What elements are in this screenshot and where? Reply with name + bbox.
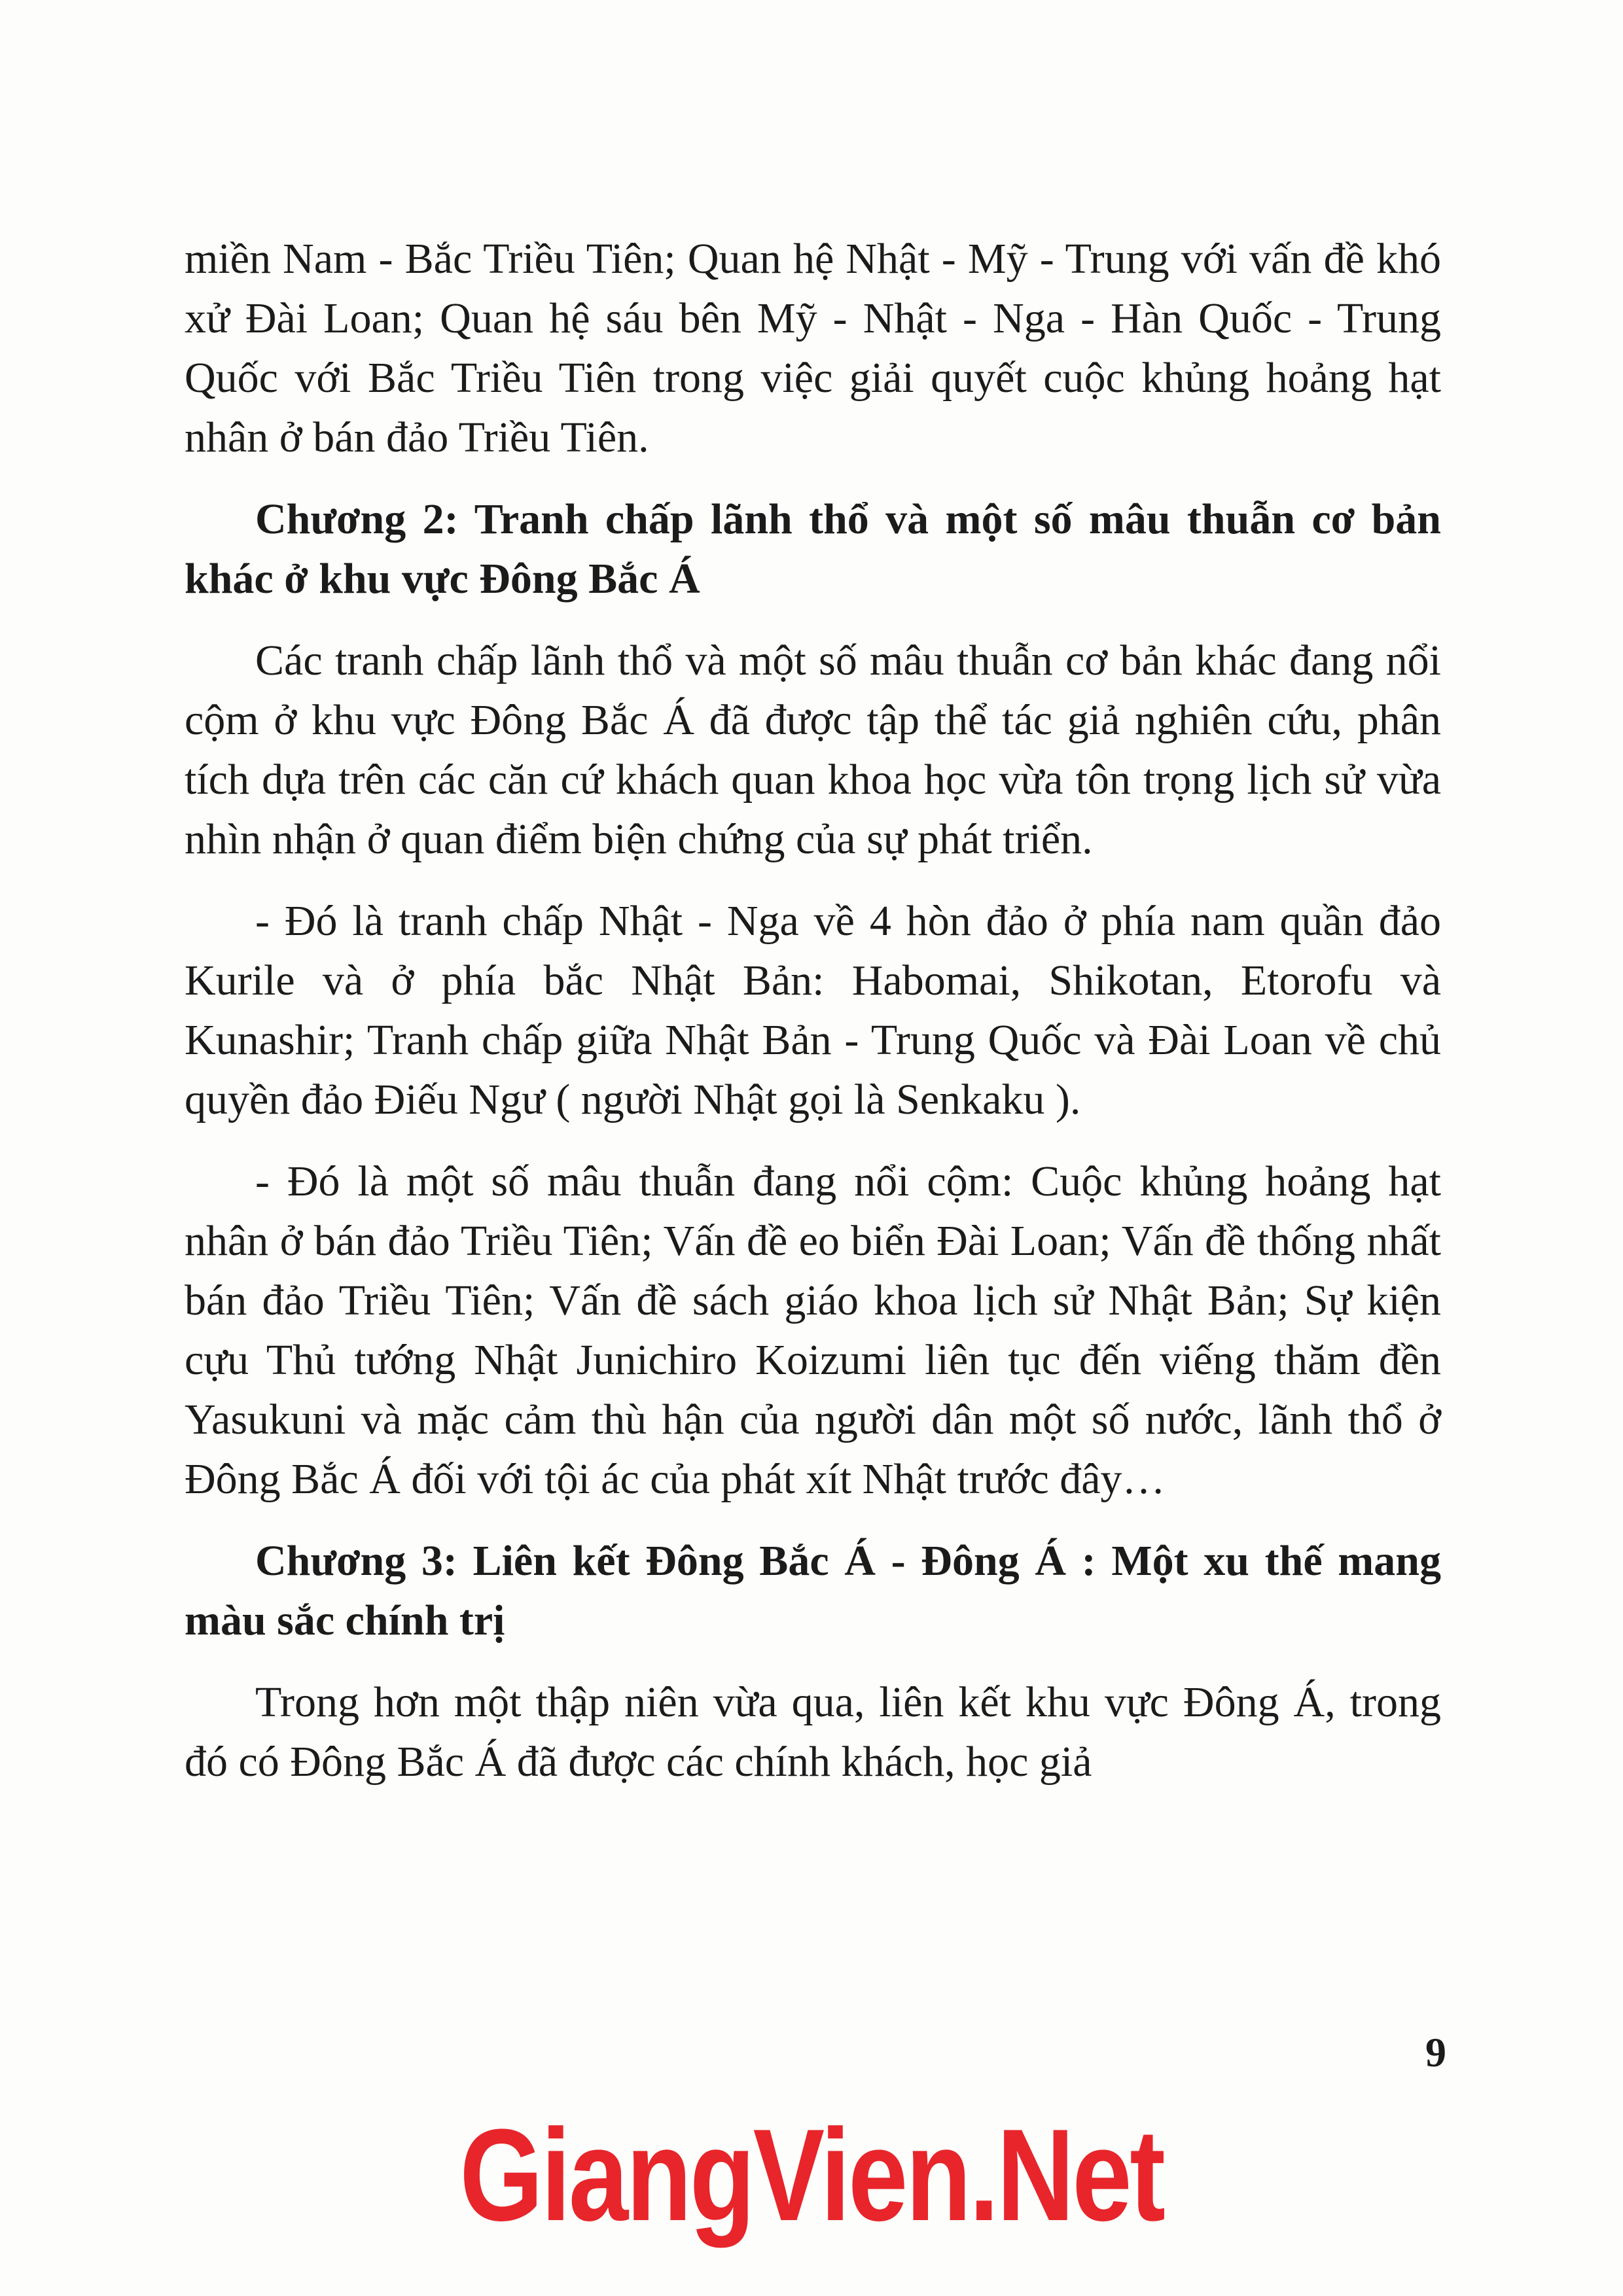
page-number: 9 [1425,2029,1446,2075]
watermark-logo: GiangVien.Net [459,2102,1164,2248]
chapter-2-heading: Chương 2: Tranh chấp lãnh thổ và một số mâu thuẫn cơ bản khác ở khu vực Đông Bắc Á [185,495,1441,603]
paragraph-contradictions: - Đó là một số mâu thuẫn đang nổi cộm: Cuộc khủng hoảng hạt nhân ở bán đảo Triều Tiên; Vấn đề eo biển Đài Loan; Vấn đề thống nhất bán đảo Triều Tiên; Vấn đề sách giáo khoa lịch sử Nhật Bản; Sự kiện cựu Thủ tướng Nhật Junichiro Koizumi liên tục đến viếng thăm đền Yasukuni và mặc cảm thù hận của người dân một số nước, lãnh thổ ở Đông Bắc Á đối với tội ác của phát xít Nhật trước đây… [185,1157,1441,1503]
paragraph-territorial-disputes: - Đó là tranh chấp Nhật - Nga về 4 hòn đảo ở phía nam quần đảo Kurile và ở phía bắc Nhật Bản: Habomai, Shikotan, Etorofu và Kunashir; Tranh chấp giữa Nhật Bản - Trung Quốc và Đài Loan về chủ quyền đảo Điếu Ngư ( người Nhật gọi là Senkaku ). [185,897,1441,1123]
paragraph-chapter-3-summary: Trong hơn một thập niên vừa qua, liên kết khu vực Đông Á, trong đó có Đông Bắc Á đã được các chính khách, học giả [185,1678,1441,1786]
paragraph-chapter-2-summary: Các tranh chấp lãnh thổ và một số mâu thuẫn cơ bản khác đang nổi cộm ở khu vực Đông Bắc Á đã được tập thể tác giả nghiên cứu, phân tích dựa trên các căn cứ khách quan khoa học vừa tôn trọng lịch sử vừa nhìn nhận ở quan điểm biện chứng của sự phát triển. [185,637,1441,863]
body-text [185,229,1441,1814]
paragraph-intro: miền Nam - Bắc Triều Tiên; Quan hệ Nhật - Mỹ - Trung với vấn đề khó xử Đài Loan; Quan hệ sáu bên Mỹ - Nhật - Nga - Hàn Quốc - Trung Quốc với Bắc Triều Tiên trong việc giải quyết cuộc khủng hoảng hạt nhân ở bán đảo Triều Tiên. [185,235,1441,461]
chapter-3-heading: Chương 3: Liên kết Đông Bắc Á - Đông Á : Một xu thế mang màu sắc chính trị [185,1537,1441,1644]
